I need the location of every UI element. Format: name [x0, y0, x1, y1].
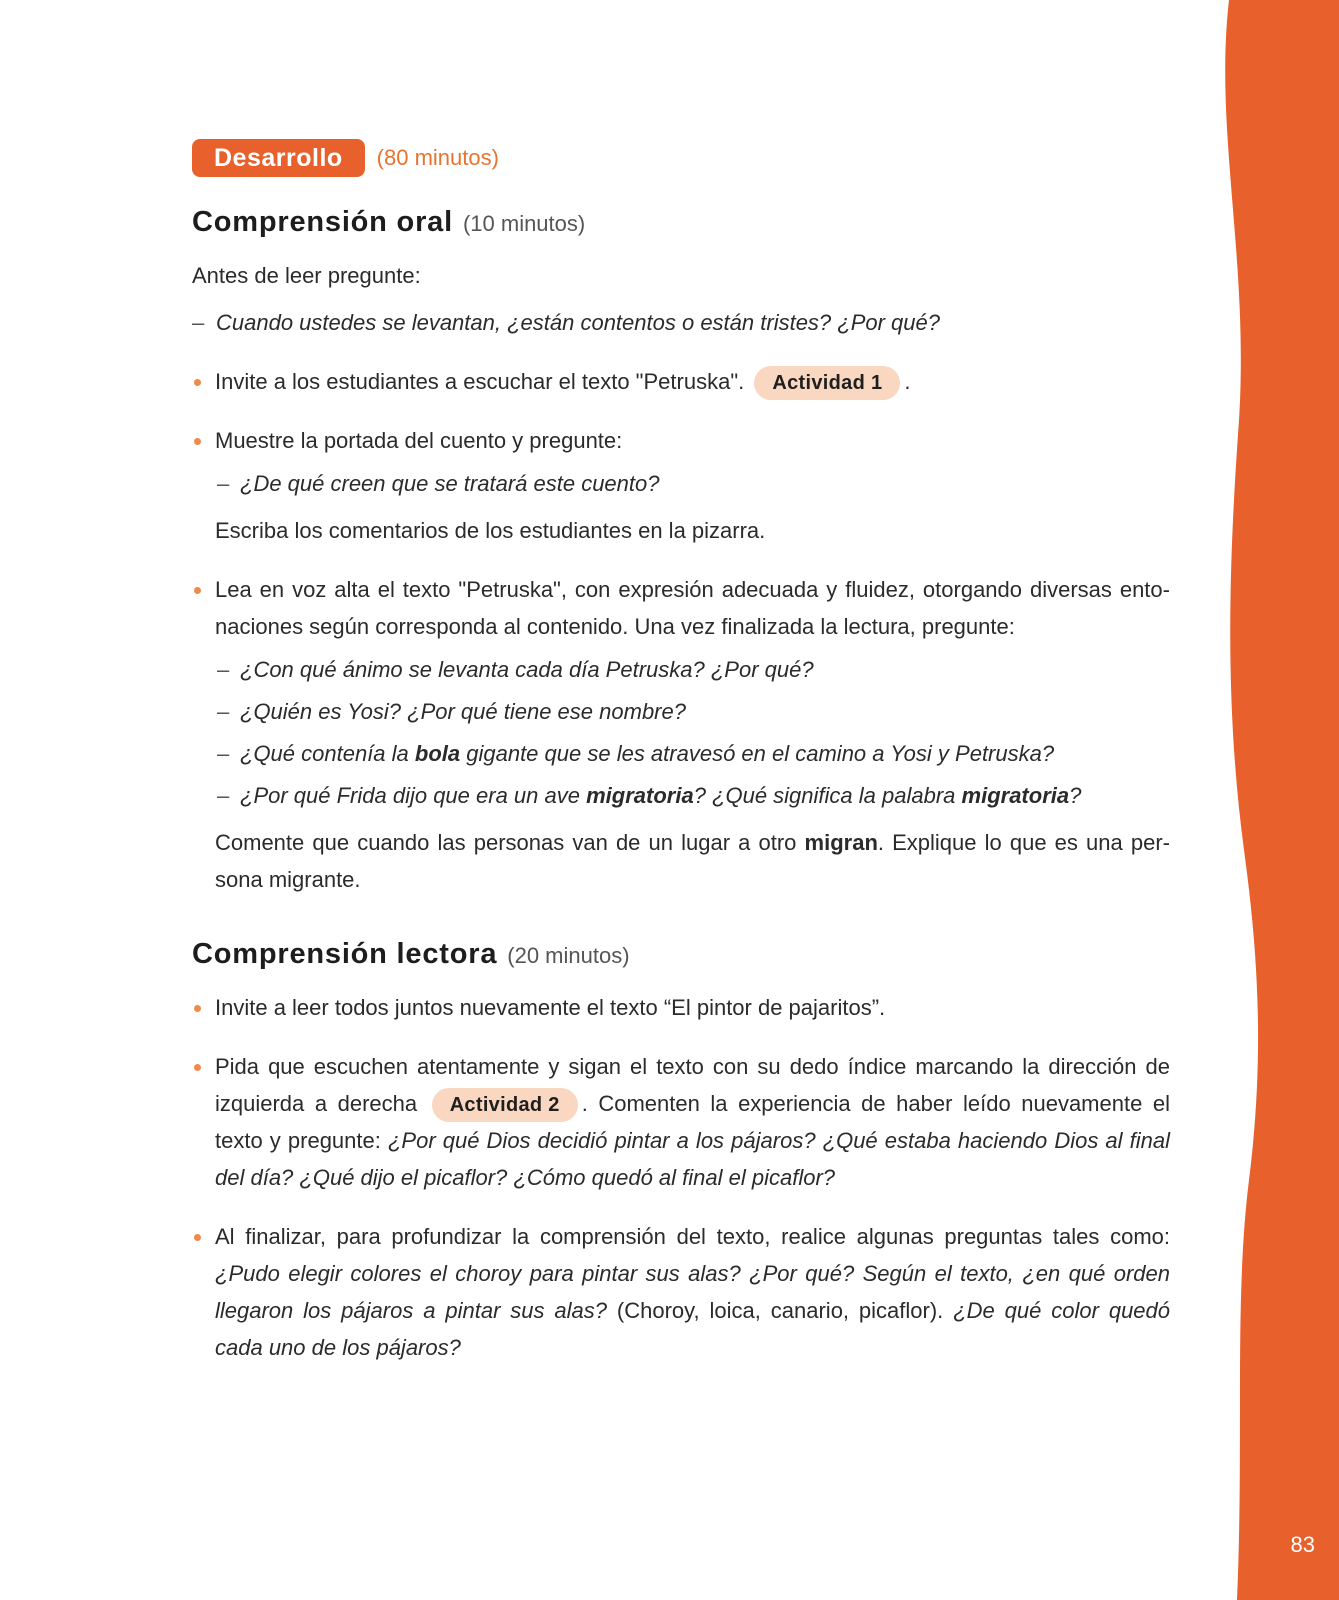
question-item: – ¿Qué contenía la bola gigante que se les atravesó en el camino a Yosi y Petruska?: [215, 735, 1170, 772]
heading-title: Comprensión oral: [192, 206, 453, 238]
question-item: – ¿De qué creen que se tratará este cuento?: [215, 465, 1170, 502]
bullet-item: [192, 571, 1170, 898]
section-time: (80 minutos): [376, 145, 499, 170]
heading-comprension-lectora: [192, 938, 1170, 971]
activity-tag: Actividad 2: [432, 1088, 578, 1122]
heading-comprension-oral: [192, 206, 1170, 239]
question-item: – ¿Por qué Frida dijo que era un ave migratoria? ¿Qué significa la palabra migratoria?: [215, 777, 1170, 814]
intro-question: – Cuando ustedes se levantan, ¿están contentos o están tristes? ¿Por qué?: [192, 304, 1170, 341]
section-pill: Desarrollo: [192, 139, 365, 177]
bullet-item: [192, 1048, 1170, 1196]
heading-time: (10 minutos): [462, 211, 586, 236]
bullet-item: [192, 1218, 1170, 1366]
intro-text: Antes de leer pregunte:: [192, 263, 421, 288]
page-content: [192, 138, 1170, 1366]
section-header: [192, 138, 1170, 178]
page-number: 83: [1290, 1532, 1315, 1557]
activity-tag: Actividad 1: [754, 366, 900, 400]
bullet-item: [192, 422, 1170, 549]
bullet-text: Lea en voz alta el texto "Petruska", con expresión adecuada y fluidez, otorgando diversas ento-naciones según corresponda al contenido. Una vez finalizada la lectura, pregunte:: [215, 577, 1170, 640]
decorative-side-band: [1219, 0, 1339, 1600]
bullet-text: Pida que escuchen atentamente y sigan el texto con su dedo índice marcando la dirección de izquierda a derecha Actividad 2 . Comenten la experiencia de haber leído nuevamente el texto y pregunte: ¿Por qué Dios decidió pintar a los pájaros? ¿Qué estaba haciendo Dios al final del día? ¿Qué dijo el picaflor? ¿Cómo quedó al final el picaflor?: [215, 1054, 1171, 1191]
bullet-text: Al finalizar, para profundizar la comprensión del texto, realice algunas preguntas tales como: ¿Pudo elegir colores el choroy para pintar sus alas? ¿Por qué? Según el texto, ¿en qué orden llegaron los pájaros a pintar sus alas? (Choroy, loica, canario, picaflor). ¿De qué color quedó cada uno de los pájaros?: [215, 1224, 1171, 1361]
bullet-item: [192, 989, 1170, 1026]
bullet-item: [192, 363, 1170, 400]
question-item: – ¿Con qué ánimo se levanta cada día Petruska? ¿Por qué?: [215, 651, 1170, 688]
bullet-text: Muestre la portada del cuento y pregunte:: [215, 428, 623, 454]
heading-title: Comprensión lectora: [192, 938, 498, 971]
bullet-text: Invite a los estudiantes a escuchar el texto "Petruska". Actividad 1 .: [215, 363, 1170, 400]
heading-time: (20 minutos): [507, 943, 630, 969]
bullet-text: Invite a leer todos juntos nuevamente el texto “El pintor de pajaritos”.: [215, 995, 886, 1021]
follow-text: Comente que cuando las personas van de un lugar a otro migran. Explique lo que es una per-sona migrante.: [215, 830, 1170, 893]
question-item: – ¿Quién es Yosi? ¿Por qué tiene ese nombre?: [215, 693, 1170, 730]
follow-text: Escriba los comentarios de los estudiantes en la pizarra.: [215, 518, 766, 544]
